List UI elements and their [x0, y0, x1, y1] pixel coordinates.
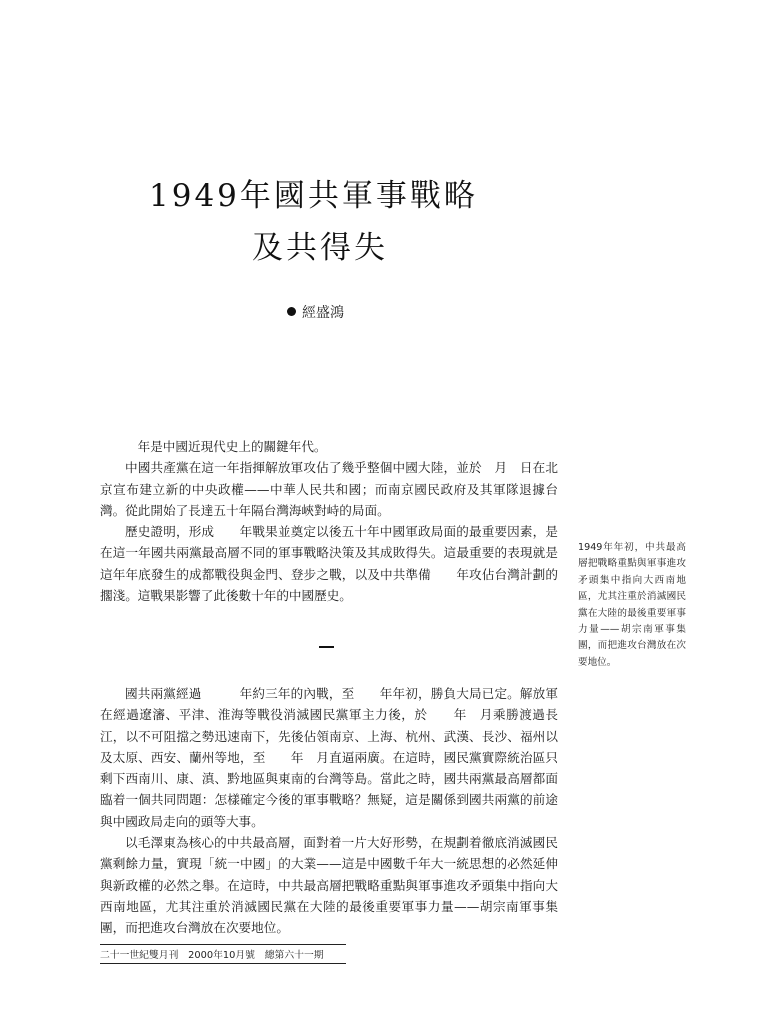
- section-one-paragraph-2: 以毛澤東為核心的中共最高層，面對着一片大好形勢，在規劃着徹底消滅國民黨剩餘力量，實現「統一中國」的大業——這是中國數千年大一統思想的必然延伸與新政權的必然之舉。在這時，中共最高層把戰略重點與軍事進攻矛頭集中指向大西南地區，尤其注重於消滅國民黨在大陸的最後重要軍事力量——胡宗南軍事集團，而把進攻台灣放在次要地位。: [100, 835, 558, 936]
- bullet-icon: [287, 307, 296, 316]
- section-one-body: [100, 683, 558, 939]
- section-one-paragraph-1: 國共兩黨經過 年約三年的內戰，至 年年初，勝負大局已定。解放軍在經過遼瀋、平津、淮海等戰役消滅國民黨軍主力後，於 年 月乘勝渡過長江，以不可阻擋之勢迅速南下，先後佔領南京、上海、杭州、武漢、長沙、福州以及太原、西安、蘭州等地，至 年 月直逼兩廣。在這時，國民黨實際統治區只剩下西南川、康、滇、黔地區與東南的台灣等島。當此之時，國共兩黨最高層都面臨着一個共同問題：怎樣確定今後的軍事戰略？無疑，這是關係到國共兩黨的前途與中國政局走向的頭等大事。: [100, 686, 558, 829]
- intro-paragraph-3: 歷史證明，形成 年戰果並奠定以後五十年中國軍政局面的最重要因素，是在這一年國共兩黨最高層不同的軍事戰略決策及其成敗得失。這最重要的表現就是這年年底發生的成都戰役與金門、登步之戰，以及中共準備 年攻佔台灣計劃的擱淺。這戰果影響了此後數十年的中國歷史。: [100, 524, 558, 604]
- margin-pull-quote: 1949年年初，中共最高層把戰略重點與軍事進攻矛頭集中指向大西南地區，尤其注重於消滅國民黨在大陸的最後重要軍事力量——胡宗南軍事集團，而把進攻台灣放在次要地位。: [578, 542, 686, 668]
- author-name: 經盛鴻: [302, 305, 344, 321]
- footer-bottom-rule: [100, 963, 346, 964]
- author-byline: [287, 302, 344, 322]
- article-title-line-2: 及共得失: [252, 230, 388, 266]
- intro-paragraph-2: 中國共產黨在這一年指揮解放軍攻佔了幾乎整個中國大陸，並於 月 日在北京宣布建立新的中央政權——中華人民共和國；而南京國民政府及其軍隊退據台灣。從此開始了長達五十年隔台灣海峽對峙的局面。: [100, 460, 558, 518]
- intro-paragraph-1: 年是中國近現代史上的關鍵年代。: [125, 439, 327, 454]
- footer-top-rule: [100, 944, 346, 945]
- journal-footer: 二十一世紀雙月刊 2000年10月號 總第六十一期: [100, 950, 324, 961]
- section-one-heading-mark: [319, 646, 334, 648]
- article-title-line-1: 1949年國共軍事戰略: [149, 178, 478, 214]
- intro-section: [100, 436, 558, 606]
